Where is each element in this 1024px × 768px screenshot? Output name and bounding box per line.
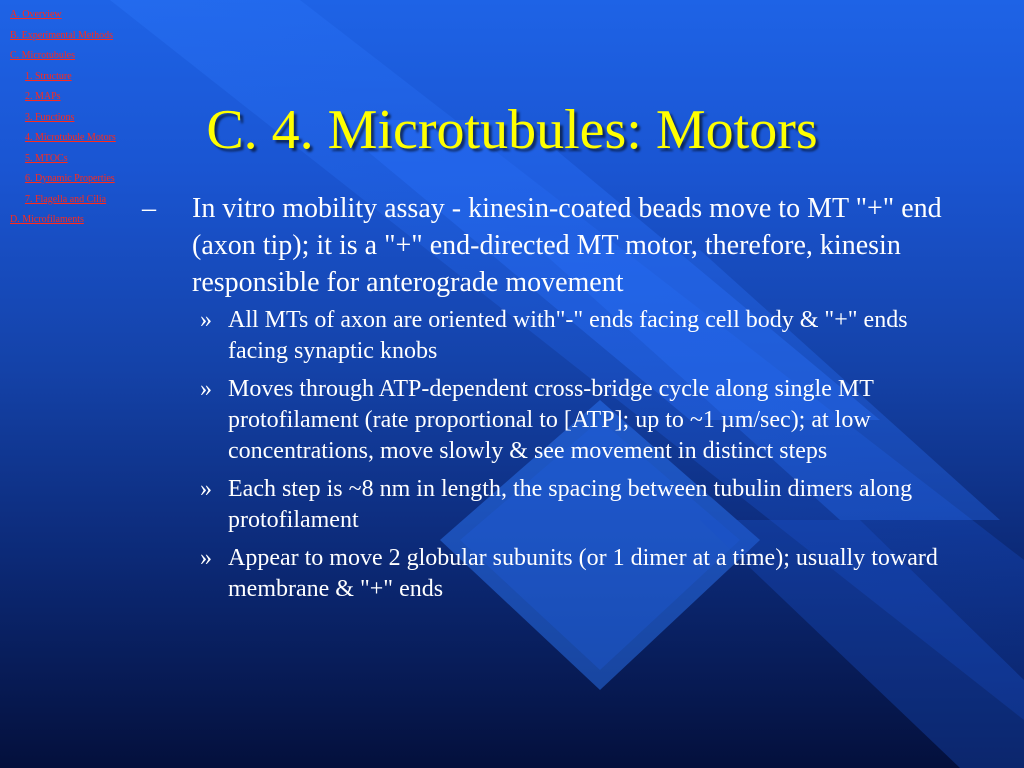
chevron-bullet-icon: » <box>200 476 212 502</box>
chevron-bullet-icon: » <box>200 307 212 333</box>
sub-bullet <box>200 543 955 605</box>
slide-content <box>140 190 955 612</box>
nav-link-microfilaments[interactable]: D. Microfilaments <box>10 214 84 225</box>
slide-title-text: C. 4. Microtubules: Motors <box>206 99 818 161</box>
nav-link-overview[interactable]: A. Overview <box>10 9 62 20</box>
nav-link-dynamic-properties[interactable]: 6. Dynamic Properties <box>25 173 115 184</box>
nav-link-structure[interactable]: 1. Structure <box>25 70 72 82</box>
sub-bullet <box>200 374 955 467</box>
nav-link-maps[interactable]: 2. MAPs <box>25 91 61 102</box>
nav-link-microtubules[interactable]: C. Microtubules <box>10 50 75 61</box>
dash-bullet-icon: – <box>142 193 156 224</box>
main-bullet-text: In vitro mobility assay - kinesin-coated beads move to MT "+" end (axon tip); it is a "+" end-directed MT motor, therefore, kinesin responsible for anterograde movement <box>192 193 942 298</box>
nav-link-flagella-and-cilia[interactable]: 7. Flagella and Cilia <box>25 193 107 205</box>
nav-link-microtubule-motors[interactable]: 4. Microtubule Motors <box>25 132 116 143</box>
sub-bullet <box>200 474 955 536</box>
sub-bullet <box>200 305 955 367</box>
main-bullet <box>140 190 955 301</box>
slide-title <box>0 92 1024 168</box>
nav-link-mtocs[interactable]: 5. MTOCs <box>25 152 68 164</box>
sub-bullet-text: Moves through ATP-dependent cross-bridge cycle along single MT protofilament (rate proportional to [ATP]; up to ~1 µm/sec); at low concentrations, move slowly & see movement in distinct steps <box>228 376 874 464</box>
sub-bullet-list <box>140 305 955 605</box>
sub-bullet-text: Appear to move 2 globular subunits (or 1 dimer at a time); usually toward membrane & "+" ends <box>228 545 938 602</box>
chevron-bullet-icon: » <box>200 545 212 571</box>
sub-bullet-text: All MTs of axon are oriented with"-" ends facing cell body & "+" ends facing synaptic knobs <box>228 307 908 364</box>
sub-bullet-text: Each step is ~8 nm in length, the spacing between tubulin dimers along protofilament <box>228 476 913 533</box>
nav-link-experimental-methods[interactable]: B. Experimental Methods <box>10 29 114 41</box>
nav-link-functions[interactable]: 3. Functions <box>25 111 75 123</box>
chevron-bullet-icon: » <box>200 376 212 402</box>
